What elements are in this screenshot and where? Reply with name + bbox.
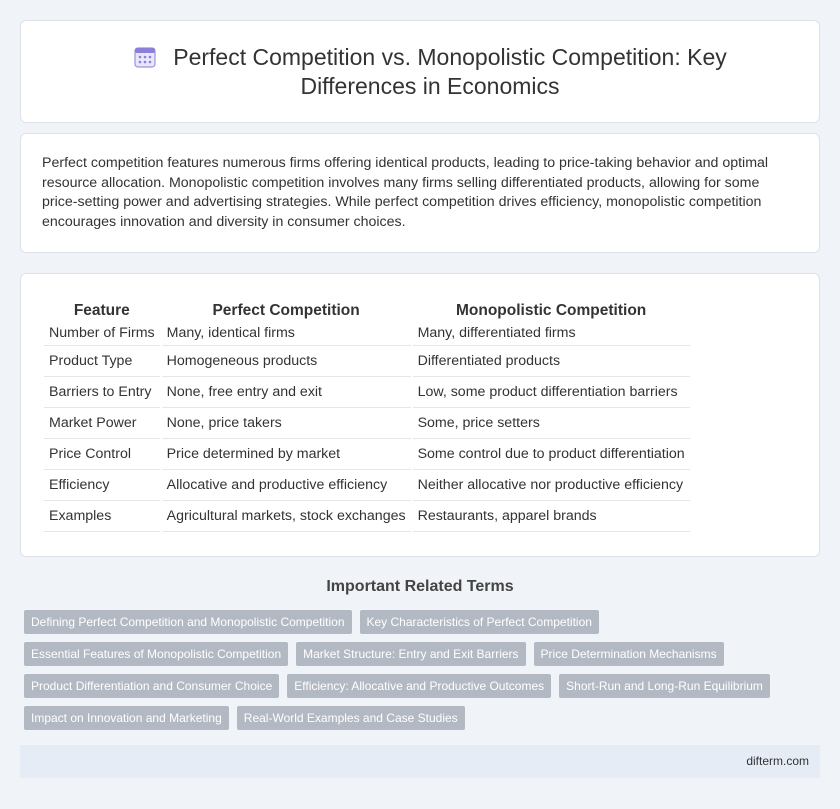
related-term-tag[interactable]: Price Determination Mechanisms (534, 642, 724, 666)
tag-row (24, 642, 804, 666)
footer-site-link[interactable]: difterm.com (746, 754, 809, 768)
cell-perfect: Agricultural markets, stock exchanges (162, 501, 411, 532)
cell-monopolistic: Differentiated products (413, 346, 690, 377)
tag-row (24, 706, 804, 730)
table-row (44, 470, 690, 501)
table-row (44, 439, 690, 470)
calendar-icon (133, 45, 157, 69)
page-title-text: Perfect Competition vs. Monopolistic Competition: Key Differences in Economics (173, 44, 727, 99)
cell-monopolistic: Many, differentiated firms (413, 320, 690, 346)
cell-perfect: None, free entry and exit (162, 377, 411, 408)
page-title (81, 43, 779, 101)
header-monopolistic-competition: Monopolistic Competition (455, 302, 647, 319)
cell-monopolistic: Neither allocative nor productive efficiency (413, 470, 690, 501)
intro-card (20, 133, 820, 253)
header-perfect-competition: Perfect Competition (212, 302, 360, 319)
table-row (44, 320, 690, 346)
cell-monopolistic: Some control due to product differentiation (413, 439, 690, 470)
cell-perfect: Price determined by market (162, 439, 411, 470)
tag-row (24, 674, 804, 698)
cell-feature: Barriers to Entry (44, 377, 160, 408)
table-row (44, 377, 690, 408)
related-term-tag[interactable]: Short-Run and Long-Run Equilibrium (559, 674, 770, 698)
table-row (44, 501, 690, 532)
footer-bar (20, 745, 820, 778)
table-row (44, 408, 690, 439)
cell-feature: Number of Firms (44, 320, 160, 346)
table-header-row (44, 296, 690, 320)
related-term-tag[interactable]: Essential Features of Monopolistic Competition (24, 642, 288, 666)
related-term-tag[interactable]: Defining Perfect Competition and Monopolistic Competition (24, 610, 352, 634)
cell-perfect: Homogeneous products (162, 346, 411, 377)
cell-feature: Efficiency (44, 470, 160, 501)
related-term-tag[interactable]: Key Characteristics of Perfect Competition (360, 610, 599, 634)
cell-monopolistic: Some, price setters (413, 408, 690, 439)
table-row (44, 346, 690, 377)
title-wrap (81, 43, 779, 101)
cell-perfect: None, price takers (162, 408, 411, 439)
comparison-table (42, 296, 692, 532)
cell-feature: Examples (44, 501, 160, 532)
related-terms-tags (24, 610, 804, 738)
related-term-tag[interactable]: Market Structure: Entry and Exit Barriers (296, 642, 525, 666)
cell-feature: Product Type (44, 346, 160, 377)
cell-perfect: Allocative and productive efficiency (162, 470, 411, 501)
cell-feature: Price Control (44, 439, 160, 470)
header-feature: Feature (73, 302, 130, 319)
cell-monopolistic: Low, some product differentiation barriers (413, 377, 690, 408)
intro-paragraph: Perfect competition features numerous firms offering identical products, leading to price-taking behavior and optimal resource allocation. Monopolistic competition involves many firms selling differentiated products, allowing for some price-setting power and advertising strategies. While perfect competition drives efficiency, monopolistic competition encourages innovation and diversity in consumer choices. (42, 155, 769, 230)
related-term-tag[interactable]: Efficiency: Allocative and Productive Outcomes (287, 674, 551, 698)
related-term-tag[interactable]: Impact on Innovation and Marketing (24, 706, 229, 730)
related-term-tag[interactable]: Product Differentiation and Consumer Choice (24, 674, 279, 698)
comparison-table-card (20, 273, 820, 557)
header-card (20, 20, 820, 123)
related-terms-title: Important Related Terms (326, 578, 514, 595)
tag-row (24, 610, 804, 634)
cell-perfect: Many, identical firms (162, 320, 411, 346)
cell-monopolistic: Restaurants, apparel brands (413, 501, 690, 532)
related-term-tag[interactable]: Real-World Examples and Case Studies (237, 706, 465, 730)
cell-feature: Market Power (44, 408, 160, 439)
